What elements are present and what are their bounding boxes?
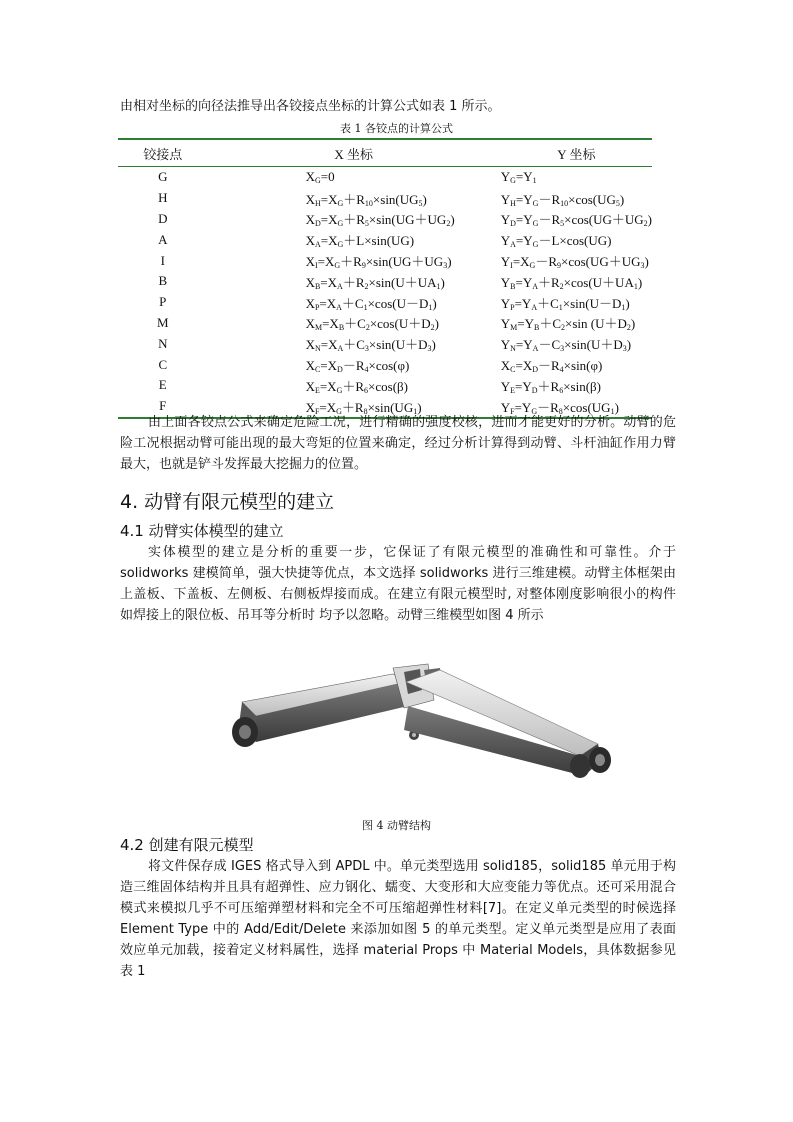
x-formula-cell: $X_A=X_G+L\times\sin(UG)$ <box>305 233 415 250</box>
point-cell: C <box>158 356 168 372</box>
point-cell: A <box>158 231 168 247</box>
x-formula-cell: $X_I=X_G+R_9\times\sin(UG+UG_3)$ <box>305 254 452 271</box>
table-row <box>118 313 652 334</box>
header-x: X 坐标 <box>208 139 501 167</box>
y-formula-cell: $Y_D=Y_G-R_5\times\cos(UG+UG_2)$ <box>500 212 652 229</box>
header-point: 铰接点 <box>118 139 208 167</box>
table-row <box>118 292 652 313</box>
table-row <box>118 375 652 396</box>
table-row <box>118 188 652 209</box>
point-cell: I <box>160 252 165 268</box>
table-row <box>118 167 652 188</box>
point-cell: G <box>158 169 168 185</box>
x-formula-cell: $X_G=0$ <box>305 169 335 186</box>
y-formula-cell: $Y_N=Y_A-C_3\times\sin(U+D_3)$ <box>500 337 632 354</box>
point-cell: F <box>118 396 208 418</box>
header-y: Y 坐标 <box>501 139 652 167</box>
point-cell: M <box>157 314 169 330</box>
x-formula-cell: $X_P=X_A+C_1\times\cos(U-D_1)$ <box>305 295 437 312</box>
table-row <box>118 354 652 375</box>
point-cell: H <box>158 190 168 206</box>
danger-condition-paragraph: 由上面各铰点公式来确定危险工况，进行精确的强度校核，进而才能更好的分析。动臂的危险工况根据动臂可能出现的最大弯矩的位置来确定，经过分析计算得到动臂、斗杆油缸作用力臂最大，也就是铲斗发挥最大挖掘力的位置。 <box>120 415 676 472</box>
y-formula-cell: $Y_I=X_G-R_9\times\cos(UG+UG_3)$ <box>500 254 649 271</box>
table-row <box>118 250 652 271</box>
x-formula-cell: $X_H=X_G+R_{10}\times\sin(UG_5)$ <box>305 191 427 208</box>
table-caption: 表 1 各铰点的计算公式 <box>340 122 453 135</box>
y-formula-cell: $Y_A=Y_G-L\times\cos(UG)$ <box>500 233 612 250</box>
section-heading-4-2: 4.2 创建有限元模型 <box>120 836 254 854</box>
table-header-row <box>118 139 652 167</box>
y-formula-cell: $Y_F=Y_G-R_8\times\cos(UG_1)$ <box>501 396 652 418</box>
table-row <box>118 209 652 230</box>
intro-paragraph: 由相对坐标的向径法推导出各铰接点坐标的计算公式如表 1 所示。 <box>120 99 501 114</box>
point-cell: E <box>158 377 167 393</box>
table-body <box>118 167 652 418</box>
section-heading-4-1: 4.1 动臂实体模型的建立 <box>120 522 284 540</box>
point-cell: N <box>158 335 168 351</box>
formula-table <box>118 138 652 419</box>
y-formula-cell: $Y_H=Y_G-R_{10}\times\cos(UG_5)$ <box>500 191 625 208</box>
x-formula-cell: $X_F=X_G+R_8\times\sin(UG_1)$ <box>208 396 501 418</box>
figure-caption: 图 4 动臂结构 <box>362 819 431 832</box>
point-cell: P <box>159 294 167 310</box>
y-formula-cell: $Y_E=Y_D+R_6\times\sin(\beta)$ <box>500 378 601 395</box>
y-formula-cell: $Y_B=Y_A+R_2\times\cos(U+UA_1)$ <box>500 274 643 291</box>
y-formula-cell: $Y_P=Y_A+C_1\times\sin(U-D_1)$ <box>500 295 630 312</box>
table-row <box>118 333 652 354</box>
point-cell: D <box>158 210 168 226</box>
x-formula-cell: $X_M=X_B+C_2\times\cos(U+D_2)$ <box>305 316 439 333</box>
boom-figure <box>228 660 618 790</box>
table-row <box>118 229 652 250</box>
y-formula-cell: $X_C=X_D-R_4\times\sin(\varphi)$ <box>500 358 603 375</box>
y-formula-cell: $Y_M=Y_B+C_2\times\sin$ $(U+D_2)$ <box>500 316 636 333</box>
solid-model-paragraph: 实体模型的建立是分析的重要一步，它保证了有限元模型的准确性和可靠性。介于 solidworks 建模简单，强大快捷等优点，本文选择 solidworks 进行三维建模。动臂主体框架由上盖板、下盖板、左侧板、右侧板焊接而成。在建立有限元模型时, 对整体刚度影响很小的构件 如焊接上的限位板、吊耳等分析时 均予以忽略。动臂三维模型如图 4 所示 <box>120 545 676 623</box>
fem-model-paragraph: 将文件保存成 IGES 格式导入到 APDL 中。单元类型选用 solid185，solid185 单元用于构造三维固体结构并且具有超弹性、应力钢化、蠕变、大变形和大应变能力等优点。还可采用混合模式来模拟几乎不可压缩弹塑材料和完全不可压缩超弹性材料[7]。在定义单元类型的时候选择 Element Type 中的 Add/Edit/Delete 来添加如图 5 的单元类型。定义单元类型是应用了表面效应单元加载，接着定义材料属性，选择 material Props 中 Material Models，具体数据参见表 1 <box>120 859 676 979</box>
section-heading-4: 4. 动臂有限元模型的建立 <box>120 491 335 513</box>
point-cell: B <box>158 273 168 289</box>
x-formula-cell: $X_N=X_A+C_3\times\sin(U+D_3)$ <box>305 337 436 354</box>
table-row <box>118 271 652 292</box>
x-formula-cell: $X_B=X_A+R_2\times\sin(U+UA_1)$ <box>305 274 445 291</box>
x-formula-cell: $X_E=X_G+R_6\times\cos(\beta)$ <box>305 378 408 395</box>
y-formula-cell: $Y_G=Y_1$ <box>500 169 537 186</box>
x-formula-cell: $X_C=X_D-R_4\times\cos(\varphi)$ <box>305 358 410 375</box>
x-formula-cell: $X_D=X_G+R_5\times\sin(UG+UG_2)$ <box>305 212 455 229</box>
boom-3d-model-image <box>228 660 618 790</box>
